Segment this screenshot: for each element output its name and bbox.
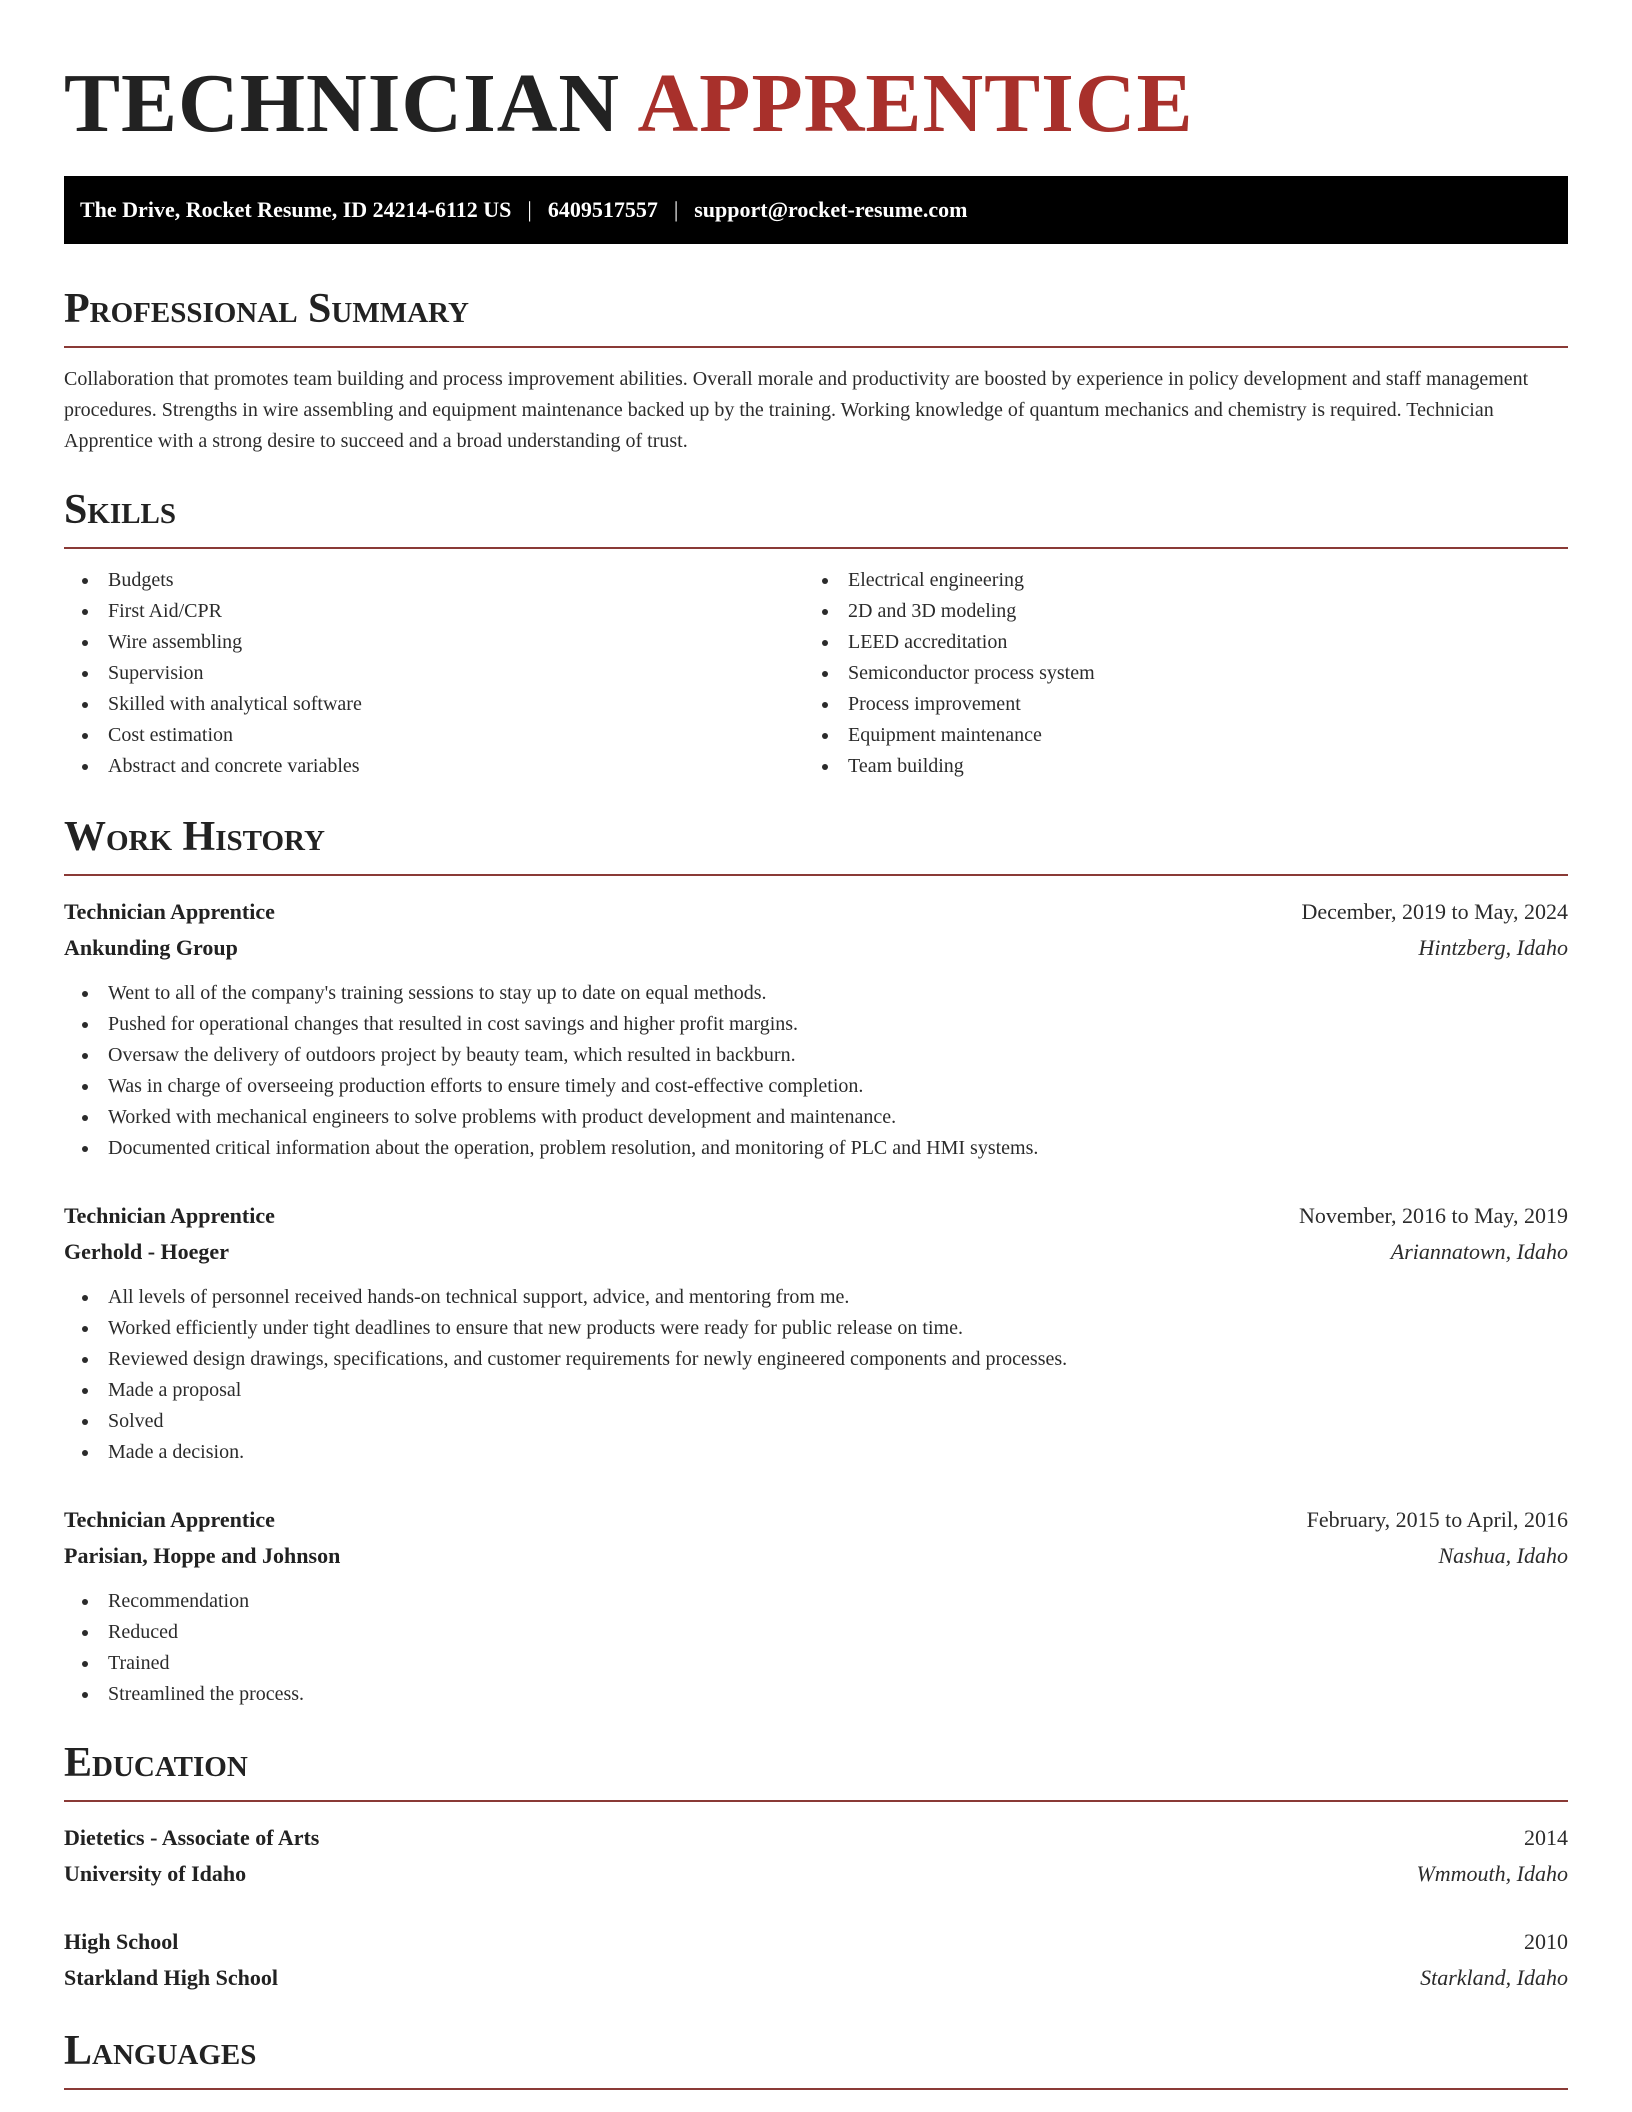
skills-column-left bbox=[64, 565, 804, 782]
resume-page bbox=[64, 0, 1568, 2090]
section-divider bbox=[64, 874, 1568, 876]
education-entry bbox=[64, 1820, 1568, 1892]
skill-item: Abstract and concrete variables bbox=[64, 751, 804, 782]
job-company-row bbox=[64, 930, 1568, 966]
job-location: Nashua, Idaho bbox=[1438, 1543, 1568, 1568]
job-bullet: Made a decision. bbox=[64, 1437, 1568, 1468]
job-title: Technician Apprentice bbox=[64, 1203, 275, 1228]
education-year: 2014 bbox=[1524, 1825, 1568, 1850]
skill-item: Skilled with analytical software bbox=[64, 689, 804, 720]
resume-title bbox=[64, 0, 1568, 150]
job-header-row bbox=[64, 1198, 1568, 1234]
education-location: Starkland, Idaho bbox=[1420, 1965, 1568, 1990]
skill-item: Wire assembling bbox=[64, 627, 804, 658]
job-bullet: Was in charge of overseeing production efforts to ensure timely and cost-effective completion. bbox=[64, 1071, 1568, 1102]
job-bullet: Solved bbox=[64, 1406, 1568, 1437]
job-bullets bbox=[64, 1282, 1568, 1468]
job-entry bbox=[64, 1198, 1568, 1468]
job-company: Ankunding Group bbox=[64, 935, 238, 960]
summary-heading: Professional Summary bbox=[64, 286, 469, 332]
job-dates: February, 2015 to April, 2016 bbox=[1306, 1507, 1568, 1532]
education-school: Starkland High School bbox=[64, 1965, 278, 1990]
contact-address: The Drive, Rocket Resume, ID 24214-6112 US bbox=[80, 197, 512, 222]
skill-item: Process improvement bbox=[804, 689, 1544, 720]
section-divider bbox=[64, 547, 1568, 549]
job-header-row bbox=[64, 894, 1568, 930]
education-degree-row bbox=[64, 1924, 1568, 1960]
job-bullets bbox=[64, 978, 1568, 1164]
job-bullet: Went to all of the company's training sessions to stay up to date on equal methods. bbox=[64, 978, 1568, 1009]
education-school-row bbox=[64, 1960, 1568, 1996]
job-header-row bbox=[64, 1502, 1568, 1538]
title-second-word: APPRENTICE bbox=[637, 57, 1194, 150]
section-divider bbox=[64, 2088, 1568, 2090]
job-bullet: Reduced bbox=[64, 1617, 1568, 1648]
job-dates: December, 2019 to May, 2024 bbox=[1301, 899, 1568, 924]
skills-column-right bbox=[804, 565, 1544, 782]
contact-phone: 6409517557 bbox=[547, 197, 658, 222]
summary-text: Collaboration that promotes team building and process improvement abilities. Overall morale and productivity are boosted by experience in policy development and staff management procedures. Strengths in wire assembling and equipment maintenance backed up by the training. Working knowledge of quantum mechanics and chemistry is required. Technician Apprentice with a strong desire to succeed and a broad understanding of trust. bbox=[64, 368, 1529, 452]
job-company-row bbox=[64, 1234, 1568, 1270]
education-year: 2010 bbox=[1524, 1929, 1568, 1954]
job-title: Technician Apprentice bbox=[64, 1507, 275, 1532]
skill-item: Team building bbox=[804, 751, 1544, 782]
section-divider bbox=[64, 346, 1568, 348]
job-bullet: Reviewed design drawings, specifications, and customer requirements for newly engineered components and processes. bbox=[64, 1344, 1568, 1375]
job-bullet: Recommendation bbox=[64, 1586, 1568, 1617]
job-dates: November, 2016 to May, 2019 bbox=[1299, 1203, 1568, 1228]
skill-item: Cost estimation bbox=[64, 720, 804, 751]
title-first-word: TECHNICIAN bbox=[64, 57, 621, 150]
job-bullet: Pushed for operational changes that resulted in cost savings and higher profit margins. bbox=[64, 1009, 1568, 1040]
section-divider bbox=[64, 1800, 1568, 1802]
job-bullets bbox=[64, 1586, 1568, 1710]
education-degree-row bbox=[64, 1820, 1568, 1856]
skill-item: Semiconductor process system bbox=[804, 658, 1544, 689]
contact-separator: | bbox=[527, 197, 532, 222]
job-bullet: Worked with mechanical engineers to solve problems with product development and maintenance. bbox=[64, 1102, 1568, 1133]
skill-item: Supervision bbox=[64, 658, 804, 689]
job-title: Technician Apprentice bbox=[64, 899, 275, 924]
job-bullet: Worked efficiently under tight deadlines to ensure that new products were ready for public release on time. bbox=[64, 1313, 1568, 1344]
contact-email: support@rocket-resume.com bbox=[694, 197, 968, 222]
education-entry bbox=[64, 1924, 1568, 1996]
job-bullet: Oversaw the delivery of outdoors project by beauty team, which resulted in backburn. bbox=[64, 1040, 1568, 1071]
education-heading: Education bbox=[64, 1740, 248, 1786]
job-entry bbox=[64, 894, 1568, 1164]
languages-heading: Languages bbox=[64, 2028, 257, 2074]
skills-heading: Skills bbox=[64, 487, 177, 533]
job-company: Gerhold - Hoeger bbox=[64, 1239, 229, 1264]
job-bullet: Made a proposal bbox=[64, 1375, 1568, 1406]
job-entry bbox=[64, 1502, 1568, 1710]
education-school-row bbox=[64, 1856, 1568, 1892]
job-location: Ariannatown, Idaho bbox=[1390, 1239, 1568, 1264]
skill-item: 2D and 3D modeling bbox=[804, 596, 1544, 627]
contact-separator: | bbox=[673, 197, 679, 222]
skill-item: First Aid/CPR bbox=[64, 596, 804, 627]
education-location: Wmmouth, Idaho bbox=[1416, 1861, 1568, 1886]
skill-item: Equipment maintenance bbox=[804, 720, 1544, 751]
job-bullet: All levels of personnel received hands-on technical support, advice, and mentoring from me. bbox=[64, 1282, 1568, 1313]
education-school: University of Idaho bbox=[64, 1861, 247, 1886]
skills-list bbox=[64, 565, 1568, 782]
education-degree: Dietetics - Associate of Arts bbox=[64, 1825, 320, 1850]
job-company-row bbox=[64, 1538, 1568, 1574]
skill-item: LEED accreditation bbox=[804, 627, 1544, 658]
job-company: Parisian, Hoppe and Johnson bbox=[64, 1543, 341, 1568]
job-location: Hintzberg, Idaho bbox=[1418, 935, 1568, 960]
job-bullet: Trained bbox=[64, 1648, 1568, 1679]
work-history-heading: Work History bbox=[64, 814, 325, 860]
job-bullet: Streamlined the process. bbox=[64, 1679, 1568, 1710]
skill-item: Budgets bbox=[64, 565, 804, 596]
contact-bar bbox=[64, 176, 1568, 244]
skill-item: Electrical engineering bbox=[804, 565, 1544, 596]
job-bullet: Documented critical information about the operation, problem resolution, and monitoring of PLC and HMI systems. bbox=[64, 1133, 1568, 1164]
education-degree: High School bbox=[64, 1929, 179, 1954]
